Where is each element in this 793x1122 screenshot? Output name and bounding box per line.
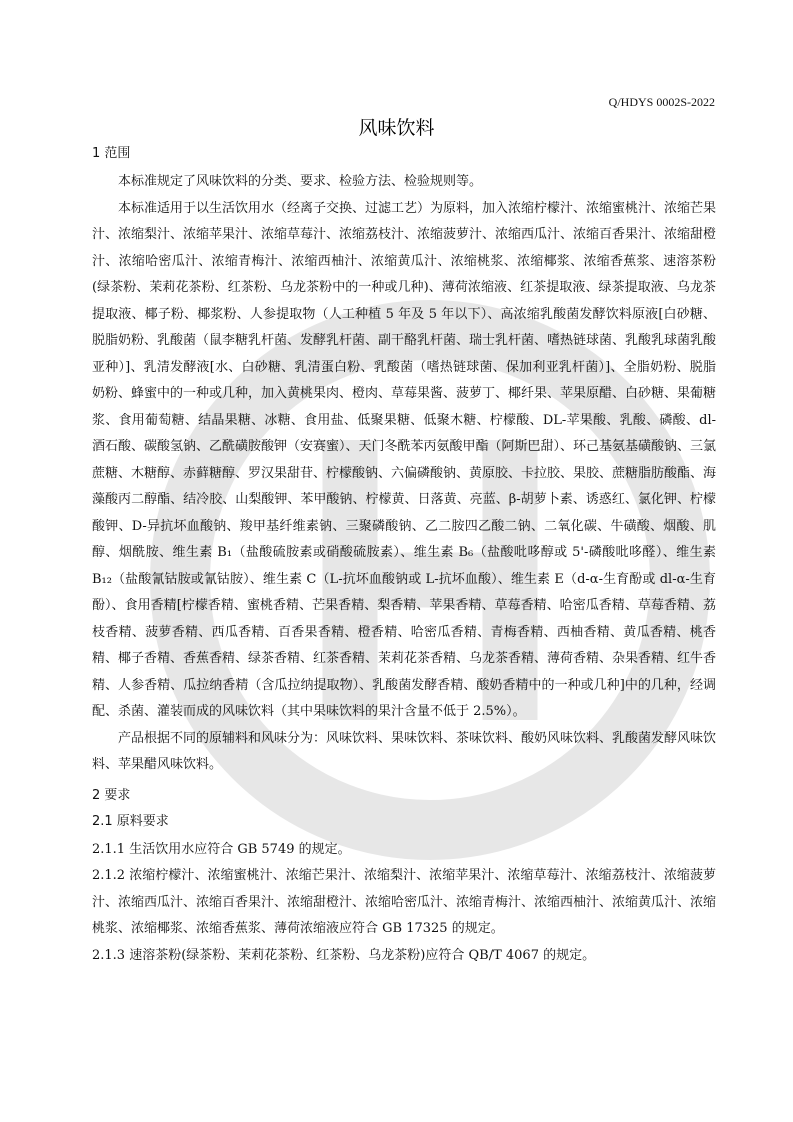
scope-paragraph-2: 本标准适用于以生活饮用水（经离子交换、过滤工艺）为原料，加入浓缩柠檬汁、浓缩蜜桃汁、浓缩芒果汁、浓缩梨汁、浓缩苹果汁、浓缩草莓汁、浓缩荔枝汁、浓缩菠萝汁、浓缩西瓜汁、浓缩百香果汁、浓缩甜橙汁、浓缩哈密瓜汁、浓缩青梅汁、浓缩西柚汁、浓缩黄瓜汁、浓缩桃浆、浓缩椰浆、浓缩香蕉浆、速溶茶粉(绿茶粉、茉莉花茶粉、红茶粉、乌龙茶粉中的一种或几种)、薄荷浓缩液、红茶提取液、绿茶提取液、乌龙茶提取液、椰子粉、椰浆粉、人参提取物（人工种植 5 年及 5 年以下）、高浓缩乳酸菌发酵饮料原液[白砂糖、脱脂奶粉、乳酸菌（鼠李糖乳杆菌、发酵乳杆菌、副干酪乳杆菌、瑞士乳杆菌、嗜热链球菌、乳酸乳球菌乳酸亚种）]、乳清发酵液[水、白砂糖、乳清蛋白粉、乳酸菌（嗜热链球菌、保加利亚乳杆菌）]、全脂奶粉、脱脂奶粉、蜂蜜中的一种或几种，加入黄桃果肉、橙肉、草莓果酱、菠萝丁、椰纤果、苹果原醋、白砂糖、果葡糖浆、食用葡萄糖、结晶果糖、冰糖、食用盐、低聚果糖、低聚木糖、柠檬酸、DL-苹果酸、乳酸、磷酸、dl-酒石酸、碳酸氢钠、乙酰磺胺酸钾（安赛蜜）、天门冬酰苯丙氨酸甲酯（阿斯巴甜）、环己基氨基磺酸钠、三氯蔗糖、木糖醇、赤藓糖醇、罗汉果甜苷、柠檬酸钠、六偏磷酸钠、黄原胶、卡拉胶、果胶、蔗糖脂肪酸酯、海藻酸丙二醇酯、结冷胶、山梨酸钾、苯甲酸钠、柠檬黄、日落黄、亮蓝、β-胡萝卜素、诱惑红、氯化钾、柠檬酸钾、D-异抗坏血酸钠、羧甲基纤维素钠、三聚磷酸钠、乙二胺四乙酸二钠、二氧化碳、牛磺酸、烟酸、肌醇、烟酰胺、维生素 B₁（盐酸硫胺素或硝酸硫胺素）、维生素 B₆（盐酸吡哆醇或 5'-磷酸吡哆醛）、维生素 B₁₂（盐酸氰钴胺或氰钴胺）、维生素 C（L-抗坏血酸钠或 L-抗坏血酸）、维生素 E（d-α-生育酚或 dl-α-生育酚）、食用香精[柠檬香精、蜜桃香精、芒果香精、梨香精、苹果香精、草莓香精、哈密瓜香精、草莓香精、荔枝香精、菠萝香精、西瓜香精、百香果香精、橙香精、哈密瓜香精、青梅香精、西柚香精、黄瓜香精、桃香精、椰子香精、香蕉香精、绿茶香精、红茶香精、茉莉花茶香精、乌龙茶香精、薄荷香精、杂果香精、红牛香精、人参香精、瓜拉纳香精（含瓜拉纳提取物）、乳酸菌发酵香精、酸奶香精中的一种或几种]中的几种，经调配、杀菌、灌装而成的风味饮料（其中果味饮料的果汁含量不低于 2.5%）。	[92, 200, 717, 719]
page-title: 风味饮料	[358, 117, 435, 139]
document-code: Q/HDYS 0002S-2022	[608, 95, 715, 109]
clause-2-1-1: 2.1.1 生活饮用水应符合 GB 5749 的规定。	[92, 841, 351, 857]
clause-2-1-2: 2.1.2 浓缩柠檬汁、浓缩蜜桃汁、浓缩芒果汁、浓缩梨汁、浓缩苹果汁、浓缩草莓汁、浓缩荔枝汁、浓缩菠萝汁、浓缩西瓜汁、浓缩百香果汁、浓缩甜橙汁、浓缩哈密瓜汁、浓缩青梅汁、浓缩西柚汁、浓缩黄瓜汁、浓缩桃浆、浓缩椰浆、浓缩香蕉浆、薄荷浓缩液应符合 GB 17325 的规定。	[92, 868, 717, 936]
clause-2-1-3: 2.1.3 速溶茶粉(绿茶粉、茉莉花茶粉、红茶粉、乌龙茶粉)应符合 QB/T 4067 的规定。	[92, 947, 596, 963]
scope-paragraph-1: 本标准规定了风味饮料的分类、要求、检验方法、检验规则等。	[118, 174, 483, 189]
document-body	[92, 143, 716, 969]
scope-paragraph-3: 产品根据不同的原辅料和风味分为：风味饮料、果味饮料、茶味饮料、酸奶风味饮料、乳酸菌发酵风味饮料、苹果醋风味饮料。	[92, 730, 717, 772]
section-2-1-heading: 2.1 原料要求	[92, 813, 169, 829]
section-2-heading: 2 要求	[92, 787, 131, 803]
section-1-heading: 1 范围	[92, 146, 131, 161]
